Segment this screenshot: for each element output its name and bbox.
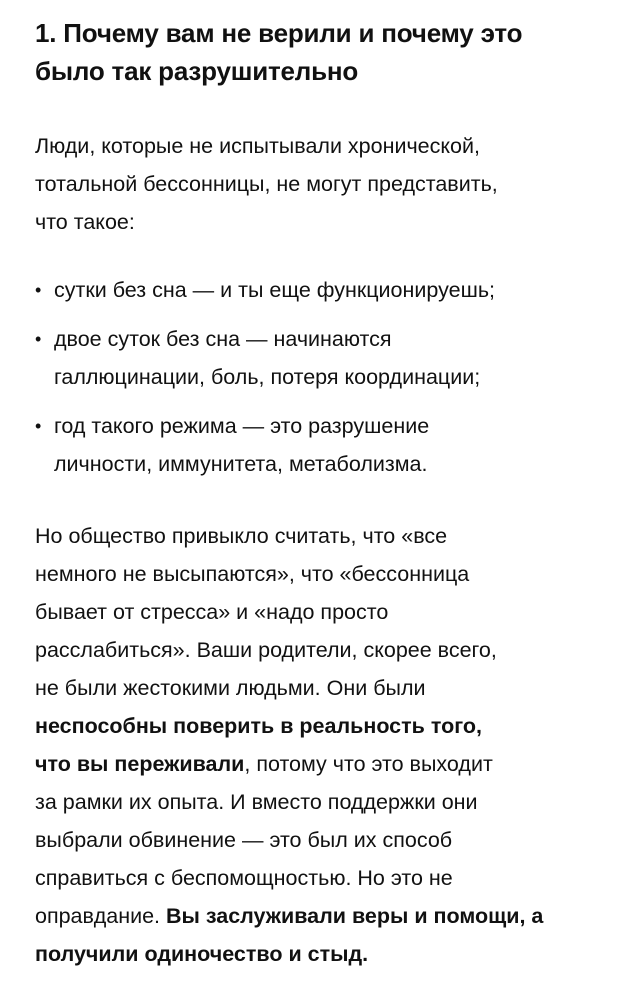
bold-text: Вы заслуживали веры и помощи, а (165, 904, 544, 928)
text-line: за рамки их опыта. И вместо поддержки они (35, 790, 478, 814)
text-line (35, 745, 607, 783)
heading-line: было так разрушительно (35, 56, 359, 86)
bullet-marker: • (35, 416, 42, 436)
list-item (35, 320, 607, 396)
bullet-marker: • (35, 280, 42, 300)
text-fragment: оправдание. (35, 904, 166, 928)
intro-paragraph (35, 127, 607, 241)
list-item (35, 407, 607, 483)
text-line: бывает от стресса» и «надо просто (35, 600, 389, 624)
bold-text: получили одиночество и стыд. (35, 942, 369, 966)
text-line: немного не высыпаются», что «бессонница (35, 562, 470, 586)
list-item (35, 271, 607, 309)
section-heading (35, 14, 607, 90)
text-line: Но общество привыкло считать, что «все (35, 524, 448, 548)
heading-line: 1. Почему вам не верили и почему это (35, 18, 523, 48)
text-line (35, 897, 607, 935)
list-item-text: год такого режима — это разрушение (54, 414, 430, 438)
bold-text: неспособны поверить в реальность того, (35, 714, 483, 738)
text-line (35, 935, 607, 973)
bullet-marker: • (35, 329, 42, 349)
bold-text: что вы переживали (35, 752, 245, 776)
list-item-text: двое суток без сна — начинаются (54, 327, 392, 351)
text-line: справиться с беспомощностью. Но это не (35, 866, 453, 890)
text-line: что такое: (35, 210, 135, 234)
text-line: тотальной бессонницы, не могут представить, (35, 172, 498, 196)
list-item-text: личности, иммунитета, метаболизма. (54, 452, 428, 476)
list-item-text: галлюцинации, боль, потеря координации; (54, 365, 481, 389)
list-item-text: сутки без сна — и ты еще функционируешь; (54, 278, 495, 302)
body-paragraph (35, 517, 607, 973)
text-line: Люди, которые не испытывали хронической, (35, 134, 480, 158)
text-line: не были жестокими людьми. Они были (35, 676, 426, 700)
text-line: выбрали обвинение — это был их способ (35, 828, 453, 852)
bullet-list (35, 271, 607, 483)
text-line: расслабиться». Ваши родители, скорее всего, (35, 638, 497, 662)
text-fragment: , потому что это выходит (244, 752, 493, 776)
text-line (35, 707, 607, 745)
